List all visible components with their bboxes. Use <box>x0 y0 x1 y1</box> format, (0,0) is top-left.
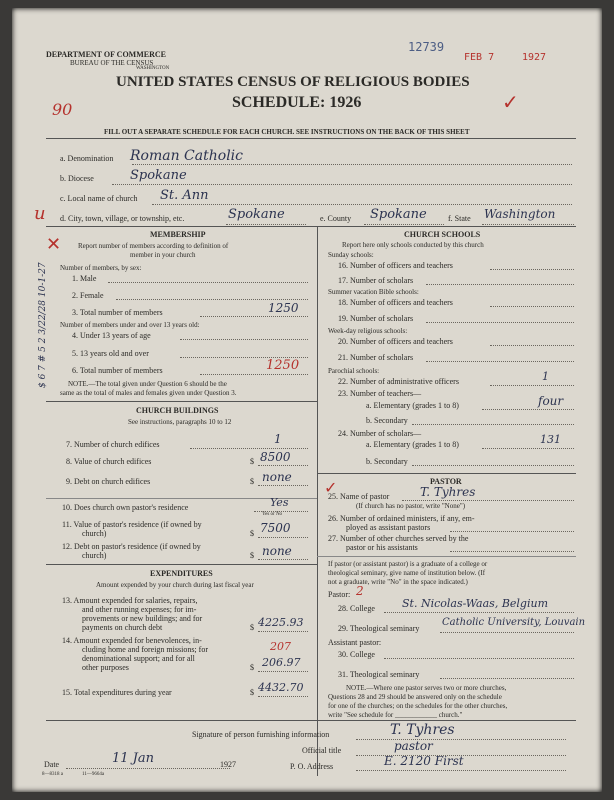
q13-label-3: provements or new buildings; and for <box>82 614 203 623</box>
q29-line <box>440 632 574 633</box>
signature-line <box>356 739 566 740</box>
q6-total-value: 1250 <box>266 358 300 373</box>
cross-mark-icon: ✕ <box>46 234 62 254</box>
q27-label-2: pastor or his assistants <box>346 543 418 552</box>
q18-line <box>490 306 574 307</box>
city-value: Spokane <box>228 207 285 222</box>
q25-hint: (If church has no pastor, write "None") <box>356 502 466 510</box>
assistant-pastor-label: Assistant pastor: <box>328 638 382 647</box>
q13-value: 4225.93 <box>258 616 304 629</box>
q31-line <box>440 678 574 679</box>
official-title-value: pastor <box>394 739 433 753</box>
buildings-title: CHURCH BUILDINGS <box>136 406 219 415</box>
pastor-mark: 2 <box>356 584 364 598</box>
header-divider <box>46 138 576 139</box>
department-label: DEPARTMENT OF COMMERCE <box>46 50 167 59</box>
buildings-end-divider <box>46 564 317 565</box>
po-address-label: P. O. Address <box>290 762 334 771</box>
q3-total-value: 1250 <box>268 301 299 315</box>
q14-label-2: cluding home and foreign missions; for <box>82 645 208 654</box>
q23-label: 23. Number of teachers— <box>338 389 422 398</box>
county-label: e. County <box>320 214 352 223</box>
state-label: f. State <box>448 214 471 223</box>
weekday-schools-label: Week-day religious schools: <box>328 327 408 335</box>
q12-label: 12. Debt on pastor's residence (if owned by <box>62 542 201 551</box>
q9-line <box>258 485 308 486</box>
q10-label: 10. Does church own pastor's residence <box>62 503 189 512</box>
q22-line <box>490 385 574 386</box>
membership-divider <box>46 401 317 402</box>
stamp-year: 1927 <box>522 52 547 63</box>
q25-line <box>402 500 574 501</box>
city-line <box>226 224 306 225</box>
q21-label: 21. Number of scholars <box>338 353 414 362</box>
q28-line <box>384 612 574 613</box>
local-name-label: c. Local name of church <box>60 194 138 203</box>
city-town-label: d. City, town, village, or township, etc. <box>60 214 185 223</box>
q25-label: 25. Name of pastor <box>328 492 390 501</box>
q19-line <box>426 322 574 323</box>
q8-label: 8. Value of church edifices <box>66 457 152 466</box>
pastor-title: PASTOR <box>430 477 462 486</box>
form-subtitle: SCHEDULE: 1926 <box>232 94 362 111</box>
q11-label-2: church) <box>82 529 107 538</box>
official-title-label: Official title <box>302 746 342 755</box>
schools-divider <box>317 473 576 474</box>
pastor-note-4: write "See schedule for ____________ church." <box>328 711 463 719</box>
stamp-date: FEB 7 <box>464 52 495 63</box>
state-line <box>482 224 574 225</box>
q12-value: none <box>262 544 292 558</box>
q29-value: Catholic University, Louvain <box>442 617 586 628</box>
q15-line <box>258 696 308 697</box>
parochial-schools-label: Parochial schools: <box>328 367 380 375</box>
q14-label-4: other purposes <box>82 663 129 672</box>
q13-label-2: and other running expenses; for im- <box>82 605 197 614</box>
q26-label: 26. Number of ordained ministers, if any, em- <box>328 514 475 523</box>
date-value: 11 Jan <box>112 751 155 766</box>
expenditures-title: EXPENDITURES <box>150 569 213 578</box>
q23b-line <box>412 424 574 425</box>
denomination-line <box>132 164 572 165</box>
dollar-sign: $ <box>250 551 254 560</box>
q13-label: 13. Amount expended for salaries, repairs, <box>62 596 198 605</box>
local-name-value: St. Ann <box>160 188 209 203</box>
diocese-label: b. Diocese <box>60 174 94 183</box>
members-by-age-label: Number of members under and over 13 years old: <box>60 321 200 329</box>
signature-label: Signature of person furnishing information <box>192 730 330 739</box>
q3-total-label: 3. Total number of members <box>72 308 163 317</box>
q30-label: 30. College <box>338 650 375 659</box>
form-instruction: FILL OUT A SEPARATE SCHEDULE FOR EACH CHURCH. SEE INSTRUCTIONS ON THE BACK OF THIS SHEET <box>104 128 470 136</box>
q24a-label: a. Elementary (grades 1 to 8) <box>366 440 459 449</box>
q16-line <box>490 269 574 270</box>
q14-value: 206.97 <box>262 656 301 669</box>
schools-intro: Report here only schools conducted by this church <box>342 241 484 249</box>
q22-label: 22. Number of administrative officers <box>338 377 459 386</box>
margin-mark: u <box>34 203 46 224</box>
q21-line <box>426 361 574 362</box>
q14-label: 14. Amount expended for benevolences, in- <box>62 636 202 645</box>
q6-line <box>200 374 308 375</box>
sunday-schools-label: Sunday schools: <box>328 251 374 259</box>
q22-value: 1 <box>542 370 549 383</box>
diocese-line <box>112 184 572 185</box>
q4-under13-label: 4. Under 13 years of age <box>72 331 151 340</box>
q24a-line <box>482 448 574 449</box>
dollar-sign: $ <box>250 663 254 672</box>
q10-value: Yes <box>270 496 289 509</box>
q14-line <box>258 671 308 672</box>
section-divider <box>46 226 576 227</box>
q23a-value: four <box>538 394 564 408</box>
pastor-note-3: for one of the churches; on the schedules for the other churches, <box>328 702 508 710</box>
q24b-line <box>412 465 574 466</box>
q14-label-3: denominational support; and for all <box>82 654 195 663</box>
census-schedule-page <box>12 8 602 792</box>
margin-side-note: $ 6 7 # 5 2 3/22/28 10-1-27 <box>38 262 48 388</box>
q15-value: 4432.70 <box>258 681 304 694</box>
q11-value: 7500 <box>260 521 291 535</box>
membership-note: NOTE.—The total given under Question 6 should be the <box>68 380 227 388</box>
check-mark-icon: ✓ <box>502 92 519 114</box>
footer-divider <box>46 720 576 721</box>
q31-label: 31. Theological seminary <box>338 670 420 679</box>
q23a-line <box>482 409 574 410</box>
date-year: 1927 <box>220 760 236 769</box>
summer-schools-label: Summer vacation Bible schools: <box>328 288 419 296</box>
q10-hint: Yes or No <box>262 512 283 517</box>
q1-male-label: 1. Male <box>72 274 97 283</box>
q23a-label: a. Elementary (grades 1 to 8) <box>366 401 459 410</box>
check-mark-icon: ✓ <box>324 480 338 497</box>
form-number: 8—8318 a <box>42 772 63 777</box>
pastor-note-2: Questions 28 and 29 should be answered only on the schedule <box>328 693 502 701</box>
q26-line <box>450 531 574 532</box>
q7-value: 1 <box>274 432 282 446</box>
q5-over13-label: 5. 13 years old and over <box>72 349 149 358</box>
county-value: Spokane <box>370 207 427 222</box>
q20-label: 20. Number of officers and teachers <box>338 337 453 346</box>
form-title: UNITED STATES CENSUS OF RELIGIOUS BODIES <box>116 74 470 90</box>
q4-line <box>180 339 308 340</box>
q6-total-label: 6. Total number of members <box>72 366 163 375</box>
bureau-label: BUREAU OF THE CENSUS <box>70 59 154 67</box>
q30-line <box>384 658 574 659</box>
buildings-subtitle: See instructions, paragraphs 10 to 12 <box>128 418 232 426</box>
q13-line <box>258 631 308 632</box>
q2-line <box>116 299 308 300</box>
q24b-label: b. Secondary <box>366 457 408 466</box>
members-by-sex-label: Number of members, by sex: <box>60 264 142 272</box>
q13-label-4: payments on church debt <box>82 623 163 632</box>
graduate-instruction-3: not a graduate, write "No" in the space indicated.) <box>328 578 468 586</box>
q12-line <box>258 559 308 560</box>
q8-line <box>258 465 308 466</box>
q2-female-label: 2. Female <box>72 291 104 300</box>
state-value: Washington <box>484 207 556 221</box>
graduate-instruction: If pastor (or assistant pastor) is a graduate of a college or <box>328 560 488 568</box>
q20-line <box>490 345 574 346</box>
print-number: 11—9664a <box>82 772 105 777</box>
q17-line <box>426 284 574 285</box>
q27-label: 27. Number of other churches served by the <box>328 534 469 543</box>
po-address-value: E. 2120 First <box>384 754 464 768</box>
q16-label: 16. Number of officers and teachers <box>338 261 453 270</box>
expenditures-subtitle: Amount expended by your church during last fiscal year <box>96 581 254 589</box>
membership-intro: Report number of members according to definition of <box>78 242 229 250</box>
dollar-sign: $ <box>250 623 254 632</box>
membership-title: MEMBERSHIP <box>150 230 206 239</box>
date-label: Date <box>44 760 60 769</box>
q28-value: St. Nicolas-Waas, Belgium <box>402 597 549 610</box>
q9-value: none <box>262 470 292 484</box>
graduate-instruction-2: theological seminary, give name of institution below. (If <box>328 569 486 577</box>
q11-line <box>258 537 308 538</box>
q14-correction: 207 <box>270 640 291 653</box>
q28-label: 28. College <box>338 604 375 613</box>
q24a-value: 131 <box>540 433 561 446</box>
membership-intro-2: member in your church <box>130 251 196 259</box>
q25-value: T. Tyhres <box>420 485 476 499</box>
q7-label: 7. Number of church edifices <box>66 440 160 449</box>
q29-label: 29. Theological seminary <box>338 624 420 633</box>
dollar-sign: $ <box>250 688 254 697</box>
q8-value: 8500 <box>260 450 291 464</box>
membership-note-2: same as the total of males and females given under Question 3. <box>60 389 237 397</box>
pastor-note: NOTE.—Where one pastor serves two or more churches, <box>346 684 507 692</box>
schools-title: CHURCH SCHOOLS <box>404 230 481 239</box>
stamp-number: 12739 <box>408 40 445 54</box>
q19-label: 19. Number of scholars <box>338 314 414 323</box>
city-label: WASHINGTON <box>136 66 170 71</box>
q9-label: 9. Debt on church edifices <box>66 477 151 486</box>
q17-label: 17. Number of scholars <box>338 276 414 285</box>
q3-line <box>200 316 308 317</box>
denomination-value: Roman Catholic <box>130 148 243 164</box>
po-address-line <box>356 770 566 771</box>
date-line <box>66 768 230 769</box>
dollar-sign: $ <box>250 477 254 486</box>
q1-line <box>108 282 308 283</box>
q27-line <box>450 551 574 552</box>
dollar-sign: $ <box>250 457 254 466</box>
margin-number: 90 <box>52 100 73 119</box>
q18-label: 18. Number of officers and teachers <box>338 298 453 307</box>
county-line <box>364 224 444 225</box>
q11-label: 11. Value of pastor's residence (if owned by <box>62 520 202 529</box>
diocese-value: Spokane <box>130 168 187 183</box>
column-divider <box>317 226 318 776</box>
local-name-line <box>152 204 572 205</box>
pastor-label: Pastor: <box>328 590 351 599</box>
denomination-label: a. Denomination <box>60 154 114 163</box>
dollar-sign: $ <box>250 529 254 538</box>
signature-value: T. Tyhres <box>390 722 455 738</box>
q26-label-2: ployed as assistant pastors <box>346 523 431 532</box>
q12-label-2: church) <box>82 551 107 560</box>
q23b-label: b. Secondary <box>366 416 408 425</box>
q7-line <box>190 448 308 449</box>
pastor-divider <box>317 556 576 557</box>
q24-label: 24. Number of scholars— <box>338 429 422 438</box>
q15-label: 15. Total expenditures during year <box>62 688 172 697</box>
